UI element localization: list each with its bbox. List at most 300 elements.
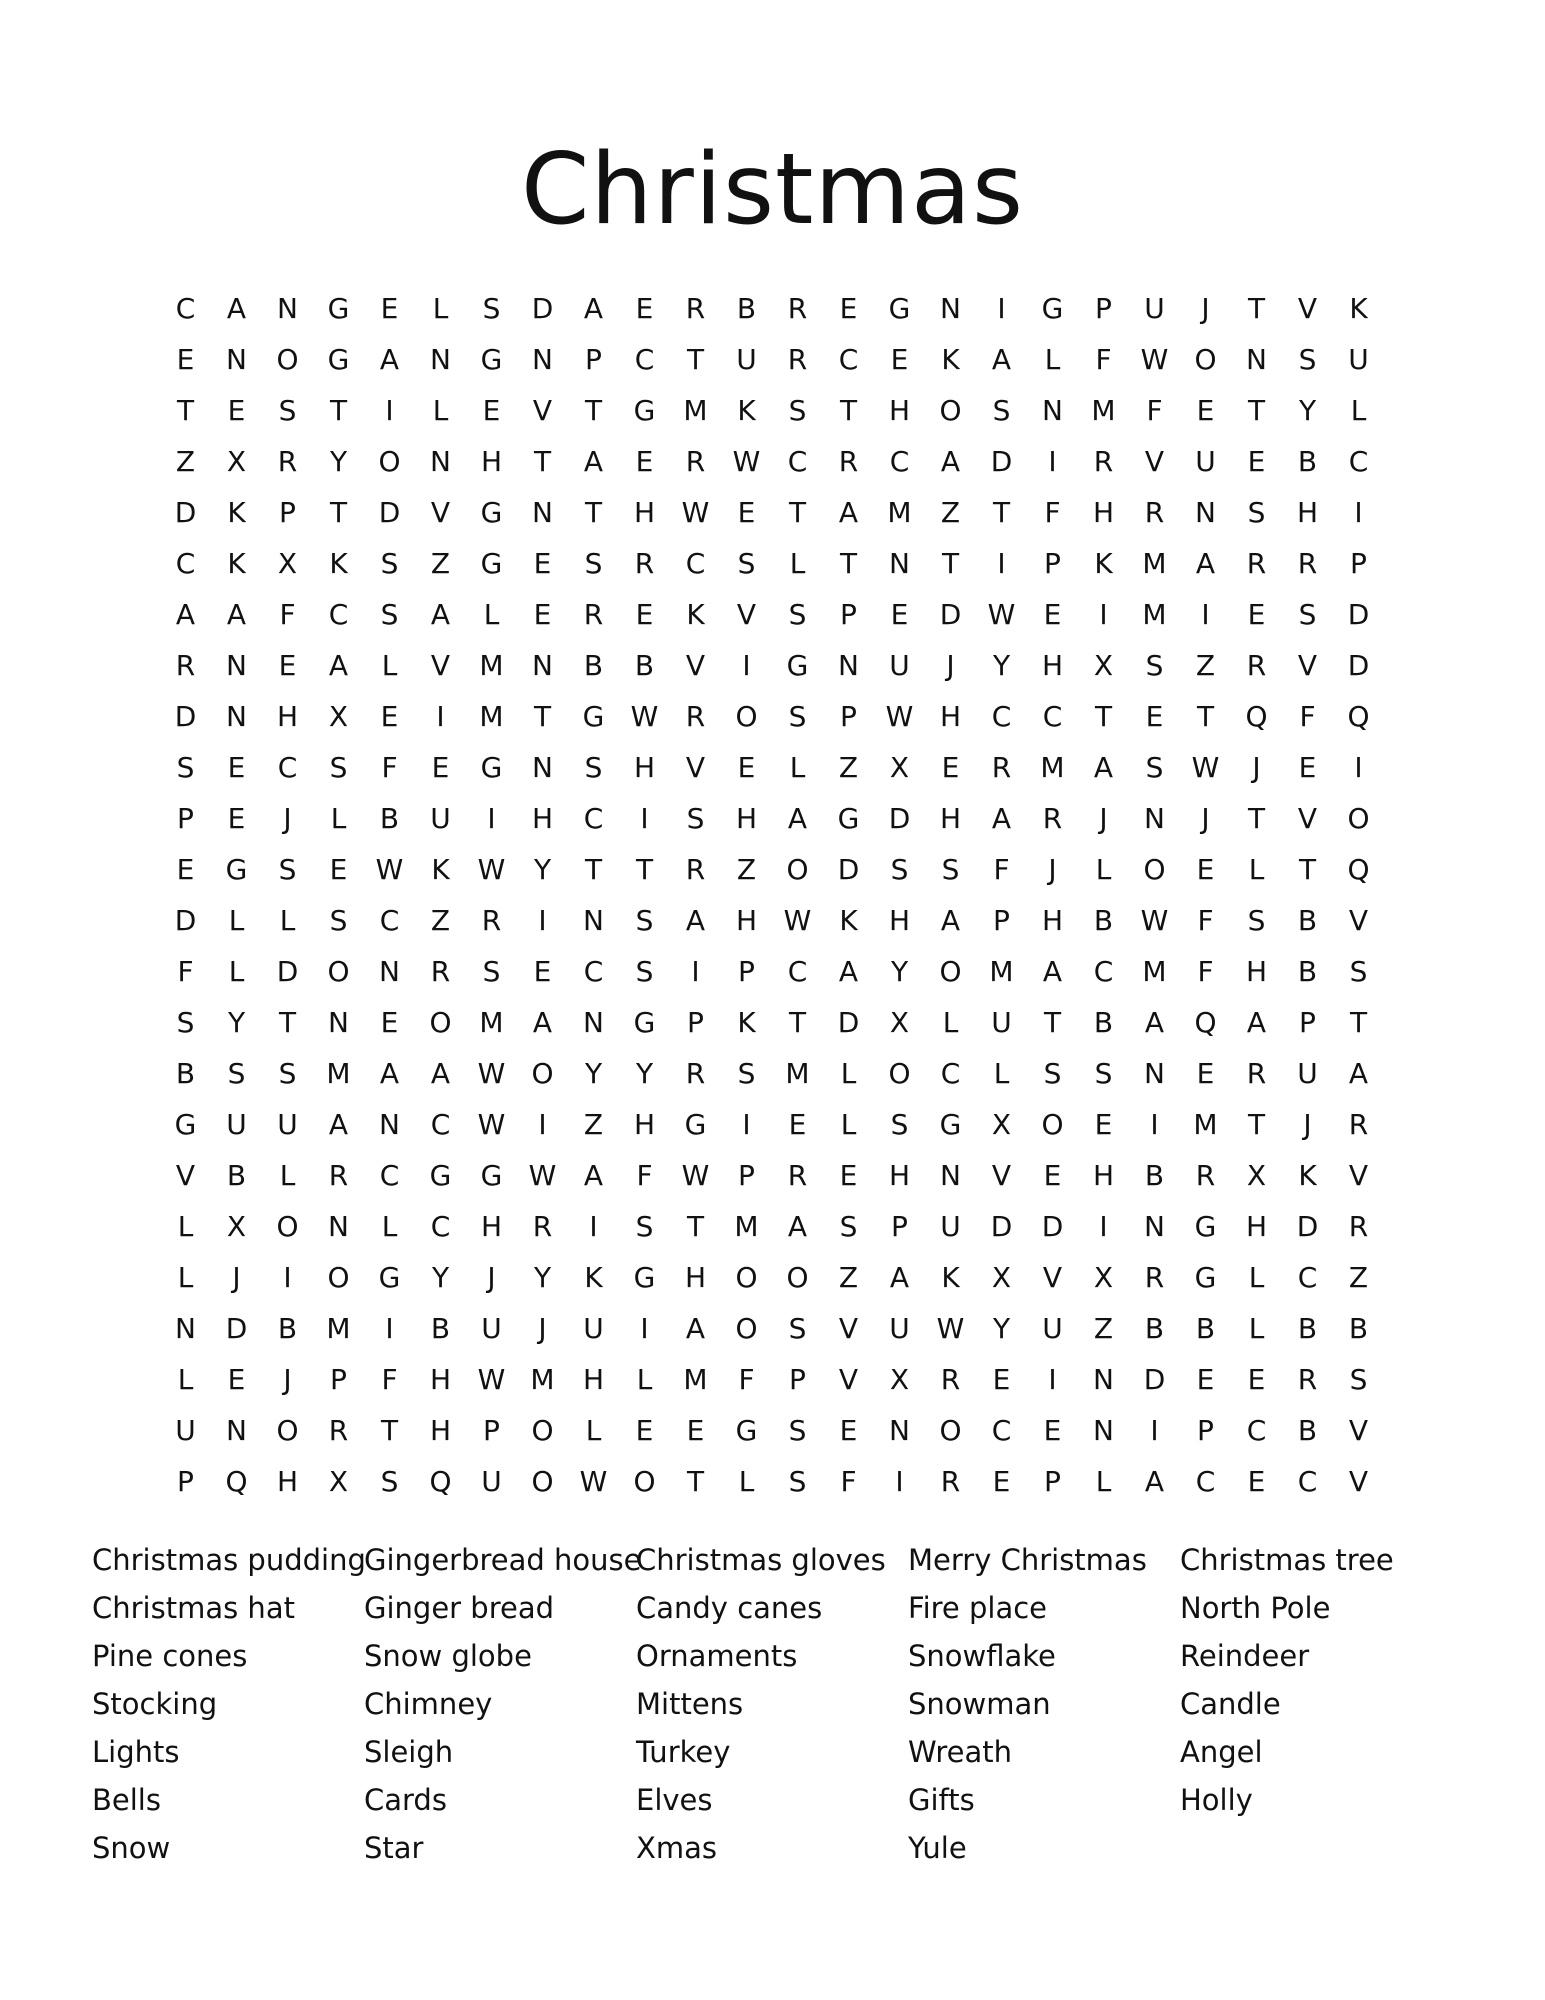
grid-letter: R [787,343,808,376]
grid-letter: E [992,1363,1011,1396]
grid-letter: I [997,292,1006,325]
grid-letter: N [940,292,961,325]
grid-letter: G [225,853,248,886]
grid-letter: L [1095,1465,1112,1498]
grid-letter: C [685,547,706,580]
grid-letter: H [633,496,656,529]
grid-letter: C [991,1414,1012,1447]
grid-letter: R [685,445,706,478]
grid-letter: V [430,496,451,529]
grid-letter: N [532,751,553,784]
grid-letter: L [228,955,245,988]
grid-letter: S [380,1465,399,1498]
grid-letter: W [477,1108,506,1141]
grid-letter: E [227,802,246,835]
grid-letter: A [1348,1057,1369,1090]
grid-letter: V [1297,649,1318,682]
grid-letter: P [585,343,602,376]
grid-letter: H [633,751,656,784]
grid-letter: B [1297,1312,1318,1345]
grid-letter: U [1042,1312,1063,1345]
grid-letter: I [742,1108,751,1141]
word-list-item: Merry Christmas [908,1543,1147,1577]
grid-letter: F [1197,904,1214,937]
grid-letter: O [633,1465,656,1498]
grid-letter: D [837,1006,860,1039]
grid-letter: S [176,1006,195,1039]
grid-letter: V [1348,1414,1369,1447]
grid-letter: R [328,1414,349,1447]
grid-letter: G [633,1006,656,1039]
grid-letter: F [1095,343,1112,376]
grid-letter: A [685,1312,706,1345]
grid-letter: X [226,445,247,478]
grid-letter: G [1041,292,1064,325]
grid-letter: O [378,445,401,478]
grid-letter: V [736,598,757,631]
grid-letter: L [738,1465,755,1498]
grid-letter: O [1347,802,1370,835]
grid-letter: Z [1348,1261,1369,1294]
grid-letter: M [1091,394,1116,427]
grid-letter: X [991,1261,1012,1294]
grid-letter: S [1298,343,1317,376]
grid-letter: A [226,292,247,325]
grid-letter: Y [533,1261,552,1294]
grid-letter: V [1348,1465,1369,1498]
grid-letter: H [1041,649,1064,682]
grid-letter: C [991,700,1012,733]
grid-letter: M [326,1057,351,1090]
grid-letter: R [328,1159,349,1192]
grid-letter: O [531,1414,554,1447]
grid-letter: G [480,343,503,376]
word-list-item: Ornaments [636,1639,798,1673]
grid-letter: Y [227,1006,246,1039]
grid-letter: E [1196,853,1215,886]
grid-letter: G [480,1159,503,1192]
grid-letter: L [177,1210,194,1243]
grid-letter: A [583,292,604,325]
grid-letter: W [885,700,914,733]
grid-letter: I [640,1312,649,1345]
grid-letter: H [276,700,299,733]
grid-letter: E [482,394,501,427]
grid-letter: S [1145,649,1164,682]
grid-letter: C [1042,700,1063,733]
grid-letter: S [635,904,654,937]
grid-letter: S [380,598,399,631]
grid-letter: G [1194,1210,1217,1243]
grid-letter: F [840,1465,857,1498]
grid-letter: E [533,598,552,631]
grid-letter: Y [635,1057,654,1090]
grid-letter: T [839,547,858,580]
grid-letter: E [1196,394,1215,427]
grid-letter: N [1093,1414,1114,1447]
grid-letter: C [430,1210,451,1243]
grid-letter: B [379,802,400,835]
grid-letter: J [1099,802,1108,835]
grid-letter: R [1246,1057,1267,1090]
grid-letter: F [1299,700,1316,733]
grid-letter: X [1093,1261,1114,1294]
grid-letter: C [175,547,196,580]
grid-letter: X [226,1210,247,1243]
grid-letter: B [1093,1006,1114,1039]
grid-letter: S [329,904,348,937]
grid-letter: E [1043,598,1062,631]
grid-letter: H [735,802,758,835]
grid-letter: W [1191,751,1220,784]
grid-letter: M [479,649,504,682]
word-list-item: Fire place [908,1591,1047,1625]
grid-letter: S [1298,598,1317,631]
grid-letter: M [1142,955,1167,988]
grid-letter: L [1095,853,1112,886]
word-list-item: Christmas hat [92,1591,295,1625]
grid-letter: Q [1347,853,1370,886]
grid-letter: O [1194,343,1217,376]
grid-letter: Q [1194,1006,1217,1039]
word-list-item: Angel [1180,1735,1263,1769]
word-list-item: Snow globe [364,1639,532,1673]
grid-letter: U [1144,292,1165,325]
grid-letter: U [481,1312,502,1345]
grid-letter: G [327,292,350,325]
grid-letter: B [1348,1312,1369,1345]
grid-letter: L [177,1261,194,1294]
grid-letter: A [685,904,706,937]
grid-letter: A [379,343,400,376]
grid-letter: S [788,700,807,733]
grid-letter: L [1350,394,1367,427]
grid-letter: S [788,1414,807,1447]
grid-letter: F [636,1159,653,1192]
grid-letter: G [1194,1261,1217,1294]
grid-letter: D [225,1312,248,1345]
grid-letter: L [279,1159,296,1192]
word-list-item: Bells [92,1783,161,1817]
grid-letter: B [1297,445,1318,478]
grid-letter: L [1248,853,1265,886]
grid-letter: O [327,1261,350,1294]
grid-letter: I [589,1210,598,1243]
grid-letter: Z [583,1108,604,1141]
grid-letter: E [839,1159,858,1192]
grid-letter: J [538,1312,547,1345]
grid-letter: R [685,853,706,886]
grid-letter: I [1354,496,1363,529]
grid-letter: S [278,853,297,886]
grid-letter: B [277,1312,298,1345]
grid-letter: I [1150,1108,1159,1141]
grid-letter: H [939,802,962,835]
grid-letter: M [1142,598,1167,631]
grid-letter: G [633,394,656,427]
grid-letter: X [991,1108,1012,1141]
grid-letter: B [175,1057,196,1090]
grid-letter: R [1246,649,1267,682]
word-list-item: Candy canes [636,1591,823,1625]
grid-letter: Y [992,649,1011,682]
grid-letter: W [681,1159,710,1192]
grid-letter: S [941,853,960,886]
grid-letter: C [583,955,604,988]
grid-letter: T [1247,394,1266,427]
grid-letter: R [991,751,1012,784]
grid-letter: S [380,547,399,580]
grid-letter: R [1297,547,1318,580]
grid-letter: H [888,904,911,937]
grid-letter: V [1042,1261,1063,1294]
grid-letter: C [430,1108,451,1141]
grid-letter: P [891,1210,908,1243]
grid-letter: P [279,496,296,529]
grid-letter: Z [430,547,451,580]
grid-letter: P [1299,1006,1316,1039]
grid-letter: C [889,445,910,478]
grid-letter: N [328,1006,349,1039]
grid-letter: D [174,700,197,733]
grid-letter: C [787,955,808,988]
grid-letter: L [330,802,347,835]
grid-letter: W [477,853,506,886]
grid-letter: A [175,598,196,631]
grid-letter: E [227,751,246,784]
grid-letter: Z [736,853,757,886]
word-list-item: Ginger bread [364,1591,555,1625]
grid-letter: I [538,904,547,937]
grid-letter: E [635,1414,654,1447]
grid-letter: C [277,751,298,784]
grid-letter: P [1044,1465,1061,1498]
grid-letter: H [1245,1210,1268,1243]
grid-letter: I [385,394,394,427]
grid-letter: L [432,292,449,325]
grid-letter: E [737,496,756,529]
grid-letter: G [735,1414,758,1447]
grid-letter: L [942,1006,959,1039]
grid-letter: D [531,292,554,325]
grid-letter: M [479,1006,504,1039]
grid-letter: S [788,1312,807,1345]
grid-letter: U [481,1465,502,1498]
grid-letter: P [1044,547,1061,580]
grid-letter: T [329,394,348,427]
grid-letter: O [531,1057,554,1090]
grid-letter: B [1093,904,1114,937]
grid-letter: D [1347,598,1370,631]
grid-letter: T [1247,292,1266,325]
grid-letter: C [379,1159,400,1192]
grid-letter: R [1246,547,1267,580]
word-list-item: Yule [908,1831,967,1865]
grid-letter: V [430,649,451,682]
grid-letter: D [990,1210,1013,1243]
grid-letter: X [277,547,298,580]
grid-letter: A [991,343,1012,376]
grid-letter: M [479,700,504,733]
grid-letter: A [226,598,247,631]
grid-letter: T [533,445,552,478]
grid-letter: F [1044,496,1061,529]
word-list-item: Star [364,1831,424,1865]
grid-letter: D [990,445,1013,478]
grid-letter: V [175,1159,196,1192]
word-list-item: North Pole [1180,1591,1331,1625]
word-list-item: Chimney [364,1687,493,1721]
grid-letter: U [736,343,757,376]
page-title: Christmas [520,133,1025,247]
grid-letter: R [1297,1363,1318,1396]
grid-letter: L [993,1057,1010,1090]
grid-letter: S [1349,1363,1368,1396]
grid-letter: S [482,292,501,325]
grid-letter: P [993,904,1010,937]
grid-letter: I [1150,1414,1159,1447]
grid-letter: N [1246,343,1267,376]
word-list-item: Lights [92,1735,180,1769]
grid-letter: T [584,394,603,427]
grid-letter: N [583,904,604,937]
grid-letter: V [1144,445,1165,478]
grid-letter: M [683,394,708,427]
word-list-item: Snowflake [908,1639,1056,1673]
grid-letter: U [226,1108,247,1141]
grid-letter: R [940,1363,961,1396]
grid-letter: A [532,1006,553,1039]
word-list-item: Christmas gloves [636,1543,886,1577]
grid-letter: K [584,1261,603,1294]
grid-letter: O [735,1312,758,1345]
grid-letter: E [533,955,552,988]
grid-letter: T [788,1006,807,1039]
grid-letter: E [635,292,654,325]
grid-letter: S [788,394,807,427]
grid-letter: C [328,598,349,631]
grid-letter: D [939,598,962,631]
grid-letter: O [888,1057,911,1090]
grid-letter: P [483,1414,500,1447]
grid-letter: W [936,1312,965,1345]
grid-letter: E [380,700,399,733]
grid-letter: E [788,1108,807,1141]
grid-letter: E [1247,598,1266,631]
grid-letter: F [738,1363,755,1396]
grid-letter: O [735,700,758,733]
grid-letter: K [329,547,348,580]
grid-letter: S [839,1210,858,1243]
grid-letter: T [1196,700,1215,733]
word-list-item: Turkey [636,1735,731,1769]
grid-letter: V [532,394,553,427]
grid-letter: W [579,1465,608,1498]
grid-letter: C [940,1057,961,1090]
grid-letter: R [940,1465,961,1498]
grid-letter: M [1142,547,1167,580]
grid-letter: N [889,1414,910,1447]
grid-letter: I [997,547,1006,580]
grid-letter: O [786,853,809,886]
grid-letter: M [1040,751,1065,784]
grid-letter: F [279,598,296,631]
grid-letter: Y [992,1312,1011,1345]
word-list-item: Holly [1180,1783,1253,1817]
grid-letter: K [227,496,246,529]
grid-letter: C [1348,445,1369,478]
grid-letter: O [939,394,962,427]
grid-letter: N [1144,802,1165,835]
grid-letter: C [838,343,859,376]
grid-letter: Y [533,853,552,886]
grid-letter: U [1195,445,1216,478]
grid-letter: E [227,394,246,427]
grid-letter: E [1247,1465,1266,1498]
grid-letter: A [940,904,961,937]
grid-letter: S [1247,496,1266,529]
grid-letter: G [480,751,503,784]
grid-letter: T [635,853,654,886]
grid-letter: I [385,1312,394,1345]
grid-letter: T [176,394,195,427]
grid-letter: T [686,1465,705,1498]
grid-letter: I [1048,445,1057,478]
grid-letter: R [175,649,196,682]
grid-letter: X [889,1006,910,1039]
grid-letter: O [276,343,299,376]
letter-grid [160,283,1384,1507]
grid-letter: D [276,955,299,988]
grid-letter: V [991,1159,1012,1192]
grid-letter: N [583,1006,604,1039]
grid-letter: I [1048,1363,1057,1396]
grid-letter: N [1144,1210,1165,1243]
grid-letter: K [431,853,450,886]
grid-letter: W [477,1057,506,1090]
grid-letter: L [177,1363,194,1396]
grid-letter: R [787,1159,808,1192]
grid-letter: U [175,1414,196,1447]
grid-letter: W [783,904,812,937]
grid-letter: S [278,394,297,427]
word-list-item: Snow [92,1831,171,1865]
grid-letter: E [1094,1108,1113,1141]
grid-letter: N [1195,496,1216,529]
grid-letter: S [1145,751,1164,784]
grid-letter: H [939,700,962,733]
word-list-item: Elves [636,1783,713,1817]
grid-letter: A [1195,547,1216,580]
grid-letter: U [1348,343,1369,376]
grid-letter: N [532,343,553,376]
grid-letter: X [328,1465,349,1498]
grid-letter: Z [1093,1312,1114,1345]
grid-letter: E [1247,445,1266,478]
grid-letter: L [381,649,398,682]
grid-letter: L [636,1363,653,1396]
grid-letter: L [789,547,806,580]
grid-letter: B [1195,1312,1216,1345]
grid-letter: R [1348,1210,1369,1243]
grid-letter: H [1296,496,1319,529]
grid-letter: J [232,1261,241,1294]
grid-letter: B [1297,955,1318,988]
grid-letter: R [1144,1261,1165,1294]
grid-letter: E [176,343,195,376]
grid-letter: L [432,394,449,427]
grid-letter: T [1094,700,1113,733]
